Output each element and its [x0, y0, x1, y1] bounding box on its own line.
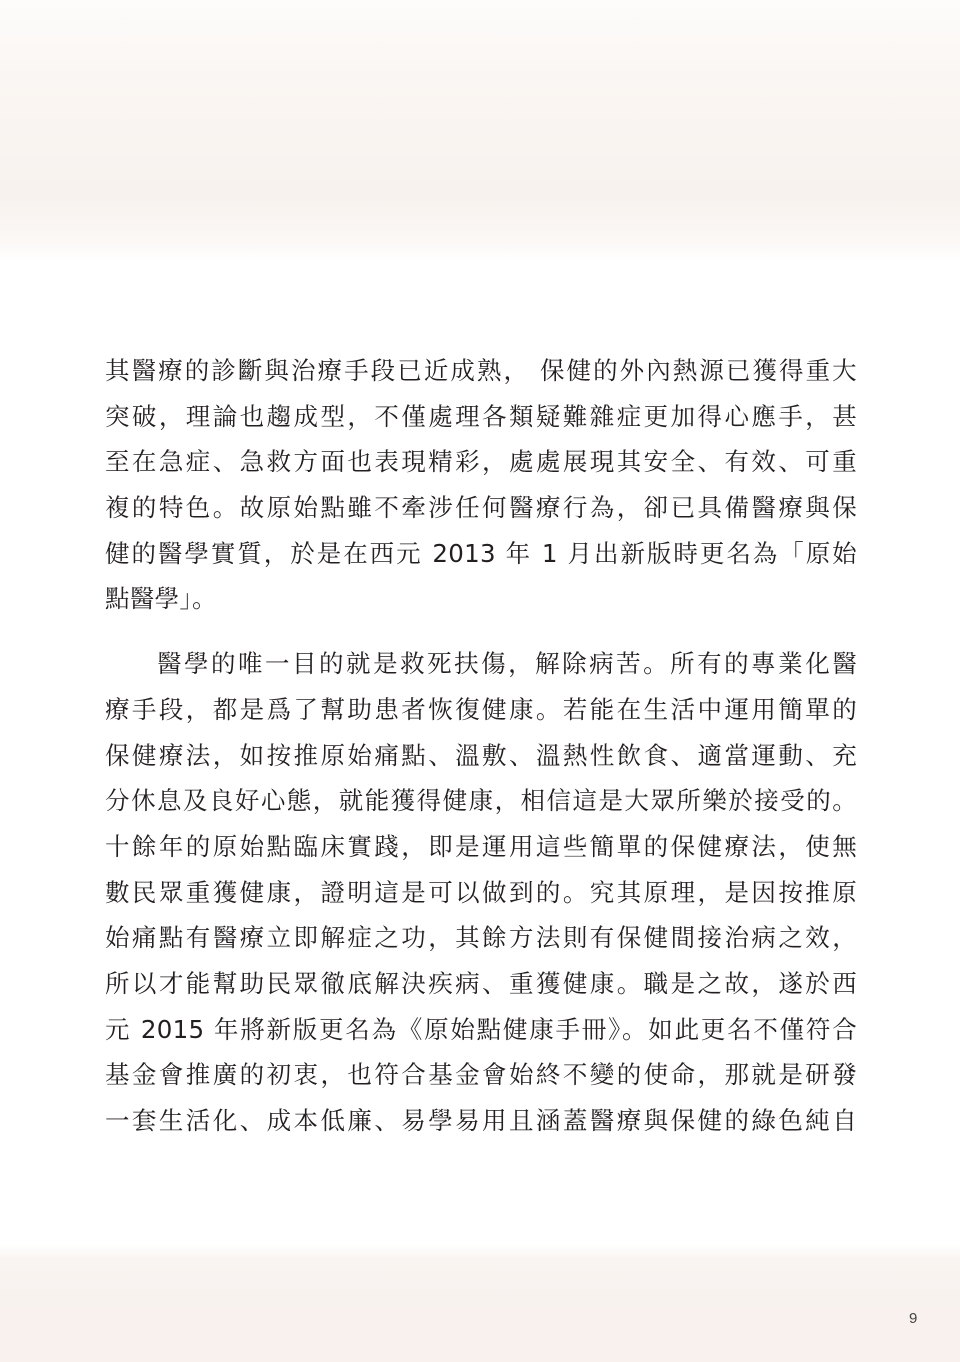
text-line: 突破，理論也趨成型，不僅處理各類疑難雜症更加得心應手，甚 — [105, 401, 857, 431]
text-line: 基金會推廣的初衷，也符合基金會始終不變的使命，那就是研發 — [105, 1060, 857, 1090]
text-line: 醫學的唯一目的就是救死扶傷，解除病苦。所有的專業化醫 — [157, 649, 857, 679]
paragraph-1 — [105, 348, 857, 622]
text-line: 複的特色。故原始點雖不牽涉任何醫療行為，卻已具備醫療與保 — [105, 493, 857, 523]
text-line: 保健療法，如按推原始痛點、溫敷、溫熱性飲食、適當運動、充 — [105, 740, 857, 770]
text-line: 至在急症、急救方面也表現精彩，處處展現其安全、有效、可重 — [105, 447, 857, 477]
text-line: 健的醫學實質，於是在西元 2013 年 1 月出新版時更名為「原始 — [105, 538, 857, 568]
text-line: 點醫學」。 — [105, 584, 217, 614]
page-number: 9 — [909, 1310, 918, 1327]
text-line: 始痛點有醫療立即解症之功，其餘方法則有保健間接治病之效， — [105, 923, 857, 953]
text-line: 元 2015 年將新版更名為《原始點健康手冊》。如此更名不僅符合 — [105, 1014, 857, 1044]
text-line: 療手段，都是爲了幫助患者恢復健康。若能在生活中運用簡單的 — [105, 694, 857, 724]
footer-decorative-band — [0, 1245, 960, 1362]
paragraph-spacer — [105, 622, 857, 641]
text-line: 十餘年的原始點臨床實踐，即是運用這些簡單的保健療法，使無 — [105, 831, 857, 861]
header-decorative-band — [0, 0, 960, 262]
text-line: 一套生活化、成本低廉、易學易用且涵蓋醫療與保健的綠色純自 — [105, 1106, 857, 1135]
document-body — [105, 348, 857, 1144]
text-line: 所以才能幫助民眾徹底解決疾病、重獲健康。職是之故，遂於西 — [105, 968, 857, 998]
text-line: 其醫療的診斷與治療手段已近成熟， 保健的外內熱源已獲得重大 — [105, 356, 857, 385]
text-line: 分休息及良好心態，就能獲得健康，相信這是大眾所樂於接受的。 — [105, 786, 857, 816]
paragraph-2 — [105, 641, 857, 1144]
text-line: 數民眾重獲健康，證明這是可以做到的。究其原理，是因按推原 — [105, 877, 857, 907]
